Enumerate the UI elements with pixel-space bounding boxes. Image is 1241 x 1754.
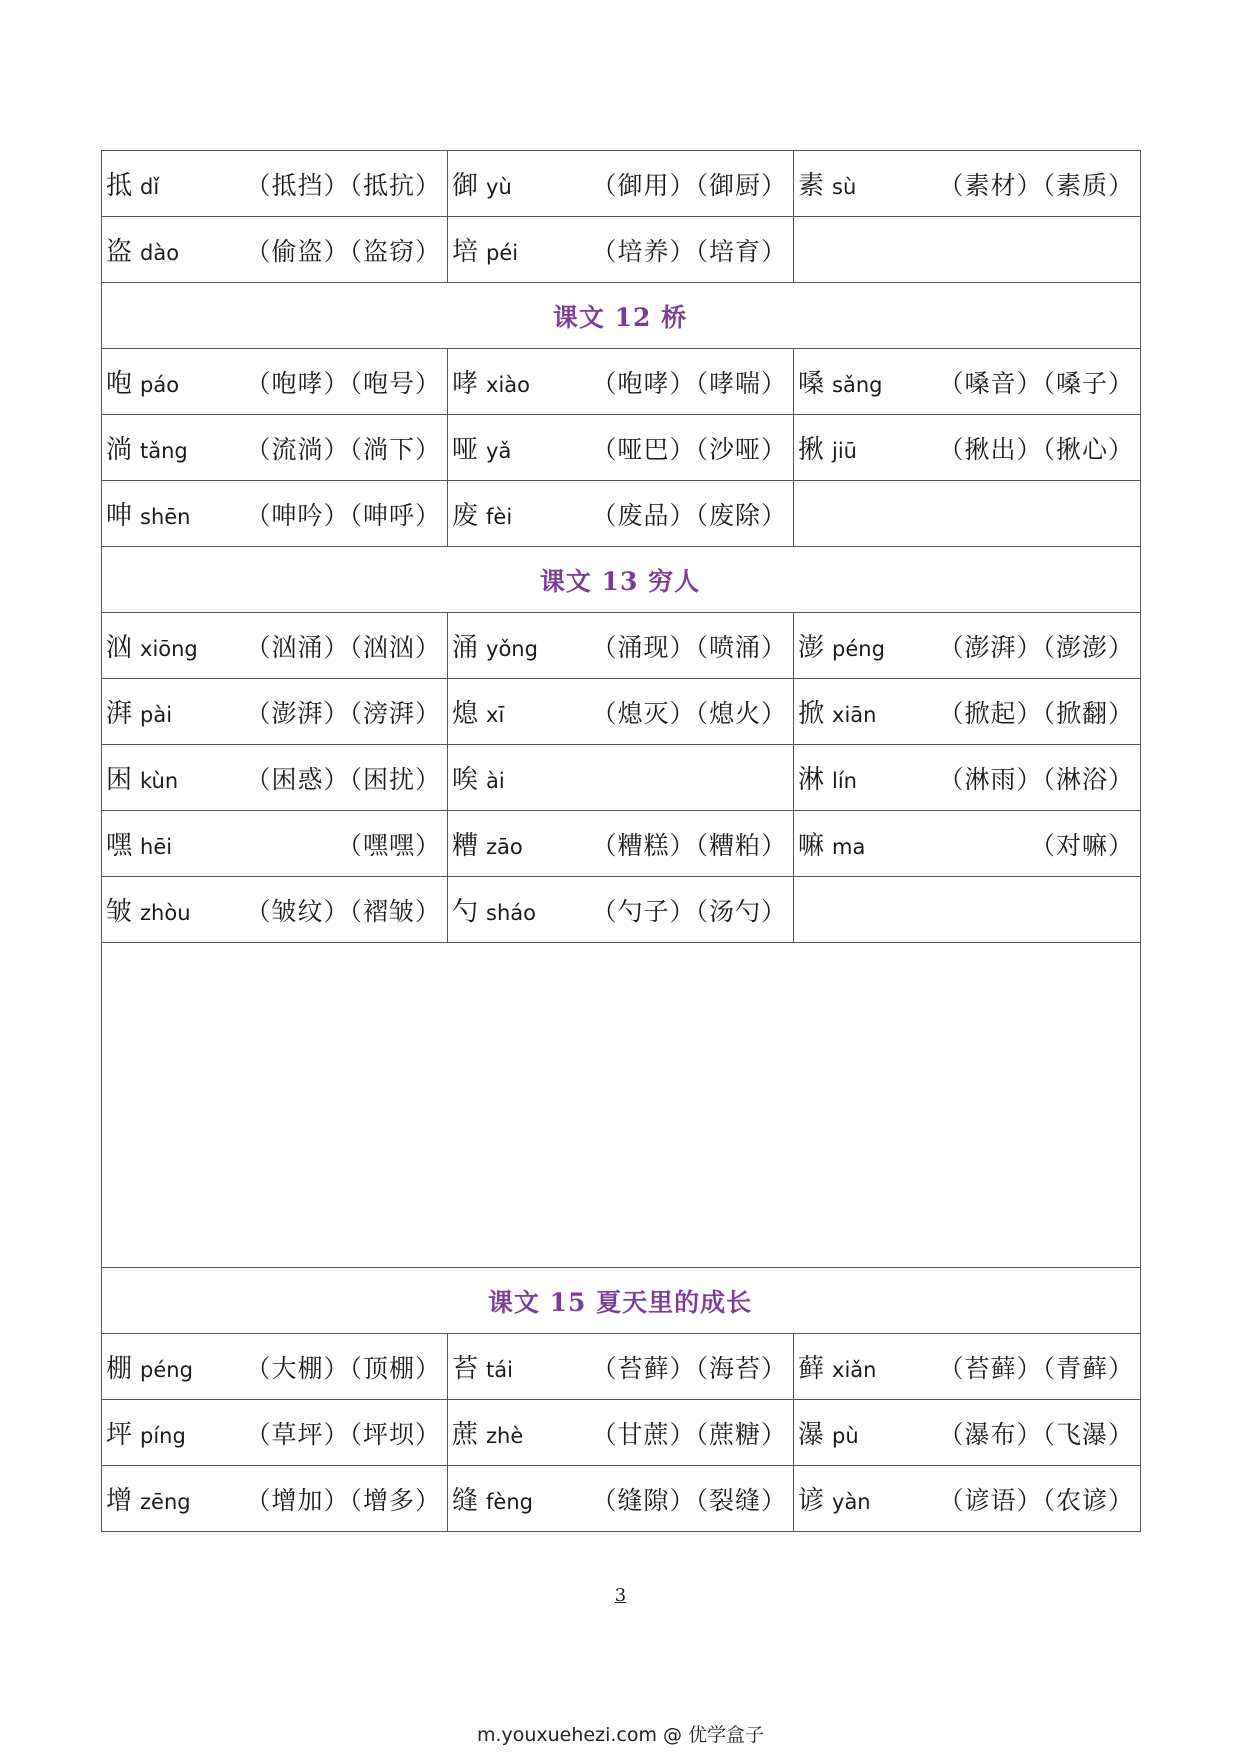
character-with-pinyin — [106, 363, 179, 400]
character-with-pinyin — [798, 429, 857, 466]
character-with-pinyin — [452, 891, 536, 928]
character-with-pinyin — [798, 759, 857, 796]
vocab-cell — [448, 349, 794, 415]
vocab-cell-content — [106, 349, 441, 414]
vocab-cell-content — [106, 613, 441, 678]
example-words: （御用）（御厨） — [591, 170, 787, 200]
table-row — [102, 1334, 1141, 1400]
pinyin: péng — [832, 636, 885, 661]
vocab-cell — [102, 679, 448, 745]
pinyin: dào — [140, 240, 180, 265]
character: 蔗 — [452, 1420, 479, 1450]
lesson-heading-row — [102, 1268, 1141, 1334]
vocab-cell — [102, 1400, 448, 1466]
vocab-cell-content — [106, 679, 441, 744]
table-row — [102, 415, 1141, 481]
character-with-pinyin — [452, 429, 511, 466]
example-words: （澎湃）（澎澎） — [938, 632, 1134, 662]
example-words: （揪出）（揪心） — [938, 434, 1134, 464]
vocab-cell-content — [106, 1466, 441, 1531]
vocab-cell — [794, 1334, 1141, 1400]
footer-site-credit: m.youxuehezi.com @ 优学盒子 — [476, 1724, 765, 1746]
vocab-cell — [448, 745, 794, 811]
character: 澎 — [798, 633, 825, 663]
pinyin: píng — [140, 1423, 186, 1448]
example-words: （抵挡）（抵抗） — [245, 170, 441, 200]
pinyin: tái — [486, 1357, 513, 1382]
character-with-pinyin — [798, 363, 882, 400]
example-words: （汹涌）（汹汹） — [245, 632, 441, 662]
vocab-cell — [448, 151, 794, 217]
character-with-pinyin — [798, 825, 865, 862]
character: 糟 — [452, 831, 479, 861]
character-with-pinyin — [106, 825, 172, 862]
character-with-pinyin — [452, 825, 523, 862]
character: 涌 — [452, 633, 479, 663]
example-words: （嗓音）（嗓子） — [938, 368, 1134, 398]
vocab-cell-content — [106, 877, 441, 942]
pinyin: dǐ — [140, 174, 160, 199]
example-words: （嘿嘿） — [336, 830, 441, 860]
vocab-cell — [794, 481, 1141, 547]
vocab-cell — [794, 613, 1141, 679]
character: 盗 — [106, 237, 133, 267]
vocab-cell — [102, 613, 448, 679]
character-with-pinyin — [106, 693, 172, 730]
pinyin: sù — [832, 174, 857, 199]
lesson-heading-row — [102, 547, 1141, 613]
pinyin: yù — [486, 174, 512, 199]
vocab-cell — [102, 1466, 448, 1532]
vocab-cell-content — [452, 415, 787, 480]
lesson-heading: 课文 13 穷人 — [102, 547, 1141, 613]
character: 揪 — [798, 435, 825, 465]
vocab-cell — [448, 1334, 794, 1400]
vocab-cell — [448, 877, 794, 943]
table-row — [102, 613, 1141, 679]
pinyin: lín — [832, 768, 857, 793]
character: 棚 — [106, 1354, 133, 1384]
example-words: （草坪）（坪坝） — [245, 1419, 441, 1449]
character: 呻 — [106, 501, 133, 531]
table-row — [102, 679, 1141, 745]
vocab-cell-content — [452, 745, 787, 810]
character: 抵 — [106, 171, 133, 201]
vocab-cell — [102, 811, 448, 877]
pinyin: páo — [140, 372, 180, 397]
table-row — [102, 1466, 1141, 1532]
character: 掀 — [798, 699, 825, 729]
example-words: （谚语）（农谚） — [938, 1485, 1134, 1515]
vocab-cell — [794, 217, 1141, 283]
pinyin: xī — [486, 702, 505, 727]
character: 湃 — [106, 699, 133, 729]
pinyin: ma — [832, 834, 866, 859]
vocab-cell-content — [452, 151, 787, 216]
character-with-pinyin — [106, 495, 191, 532]
character-with-pinyin — [106, 429, 188, 466]
character-with-pinyin — [798, 627, 885, 664]
character: 增 — [106, 1486, 133, 1516]
example-words: （涌现）（喷涌） — [591, 632, 787, 662]
character: 瀑 — [798, 1420, 825, 1450]
vocab-cell-content — [106, 811, 441, 876]
pinyin: xiān — [832, 702, 877, 727]
character-with-pinyin — [452, 759, 505, 796]
example-words: （瀑布）（飞瀑） — [938, 1419, 1134, 1449]
vocab-cell — [794, 877, 1141, 943]
vocab-cell — [448, 679, 794, 745]
vocab-cell-content — [106, 1400, 441, 1465]
character-with-pinyin — [452, 1480, 533, 1517]
vocabulary-table — [101, 150, 1141, 1532]
character: 谚 — [798, 1486, 825, 1516]
character: 废 — [452, 501, 479, 531]
character-with-pinyin — [106, 231, 179, 268]
example-words: （苔藓）（青藓） — [938, 1353, 1134, 1383]
character: 缝 — [452, 1486, 479, 1516]
pinyin: pài — [140, 702, 173, 727]
character: 嘛 — [798, 831, 825, 861]
character: 困 — [106, 765, 133, 795]
example-words: （困惑）（困扰） — [245, 764, 441, 794]
vocab-cell-content — [798, 745, 1134, 810]
vocab-cell — [102, 415, 448, 481]
vocab-cell — [448, 217, 794, 283]
vocab-cell-content — [798, 151, 1134, 216]
vocab-cell — [794, 811, 1141, 877]
character: 培 — [452, 237, 479, 267]
vocab-cell — [448, 613, 794, 679]
character: 熄 — [452, 699, 479, 729]
vocab-cell-content — [106, 481, 441, 546]
vocab-cell-content — [798, 1466, 1134, 1531]
vocab-cell-content — [452, 217, 787, 282]
vocab-cell-content — [106, 415, 441, 480]
vocab-cell — [102, 877, 448, 943]
example-words: （甘蔗）（蔗糖） — [591, 1419, 787, 1449]
pinyin: zāo — [486, 834, 523, 859]
vocab-cell-content — [798, 349, 1134, 414]
example-words: （缝隙）（裂缝） — [591, 1485, 787, 1515]
character-with-pinyin — [798, 1348, 876, 1385]
character-with-pinyin — [106, 1348, 193, 1385]
vocab-cell-content — [452, 1400, 787, 1465]
lesson-heading: 课文 15 夏天里的成长 — [102, 1268, 1141, 1334]
pinyin: zēng — [140, 1489, 191, 1514]
character: 唉 — [452, 765, 479, 795]
character-with-pinyin — [452, 363, 530, 400]
example-words: （澎湃）（滂湃） — [245, 698, 441, 728]
character: 素 — [798, 171, 825, 201]
pinyin: péng — [140, 1357, 193, 1382]
character: 咆 — [106, 369, 133, 399]
example-words: （偷盗）（盗窃） — [245, 236, 441, 266]
character: 皱 — [106, 897, 133, 927]
table-row — [102, 481, 1141, 547]
example-words: （苔藓）（海苔） — [591, 1353, 787, 1383]
pinyin: yǎ — [486, 438, 512, 463]
character-with-pinyin — [798, 1480, 871, 1517]
example-words: （培养）（培育） — [591, 236, 787, 266]
character: 嘿 — [106, 831, 133, 861]
vocab-cell-content — [798, 679, 1134, 744]
example-words: （皱纹）（褶皱） — [245, 896, 441, 926]
vocab-cell-content — [452, 1466, 787, 1531]
table-row — [102, 1400, 1141, 1466]
example-words: （熄灭）（熄火） — [591, 698, 787, 728]
vocab-cell-content — [452, 679, 787, 744]
vocab-cell — [794, 1400, 1141, 1466]
vocabulary-table-body — [102, 151, 1141, 1532]
vocab-cell — [448, 481, 794, 547]
vocab-cell — [448, 1466, 794, 1532]
pinyin: ài — [486, 768, 505, 793]
vocab-cell-content — [798, 1400, 1134, 1465]
example-words: （淋雨）（淋浴） — [938, 764, 1134, 794]
vocab-cell-content — [798, 811, 1134, 876]
vocab-cell-content — [798, 613, 1134, 678]
character-with-pinyin — [798, 693, 876, 730]
vocab-cell — [102, 745, 448, 811]
vocab-cell — [794, 349, 1141, 415]
character-with-pinyin — [106, 1480, 191, 1517]
character: 汹 — [106, 633, 133, 663]
vocab-cell-content — [798, 481, 1134, 546]
pinyin: yàn — [832, 1489, 871, 1514]
vocab-cell-content — [452, 481, 787, 546]
example-words: （呻吟）（呻呼） — [245, 500, 441, 530]
example-words: （大棚）（顶棚） — [245, 1353, 441, 1383]
vocab-cell-content — [798, 877, 1134, 942]
character-with-pinyin — [798, 1414, 859, 1451]
table-row — [102, 349, 1141, 415]
character-with-pinyin — [106, 1414, 186, 1451]
example-words: （素材）（素质） — [938, 170, 1134, 200]
example-words: （增加）（增多） — [245, 1485, 441, 1515]
character-with-pinyin — [452, 1414, 523, 1451]
vocab-cell — [794, 1466, 1141, 1532]
pinyin: xiōng — [140, 636, 198, 661]
example-words: （糟糕）（糟粕） — [591, 830, 787, 860]
vocab-cell — [102, 1334, 448, 1400]
pinyin: zhè — [486, 1423, 524, 1448]
vocab-cell-content — [452, 811, 787, 876]
pinyin: tǎng — [140, 438, 188, 463]
pinyin: xiǎn — [832, 1357, 877, 1382]
pinyin: sháo — [486, 900, 536, 925]
example-words: （哑巴）（沙哑） — [591, 434, 787, 464]
pinyin: péi — [486, 240, 519, 265]
vocab-cell — [448, 415, 794, 481]
table-row — [102, 151, 1141, 217]
vocab-cell-content — [452, 877, 787, 942]
page-number: 3 — [614, 1585, 627, 1606]
blank-row — [102, 943, 1141, 1268]
pinyin: yǒng — [486, 636, 538, 661]
character-with-pinyin — [106, 627, 198, 664]
pinyin: zhòu — [140, 900, 191, 925]
blank-area — [102, 943, 1141, 1268]
example-words: （掀起）（掀翻） — [938, 698, 1134, 728]
lesson-heading: 课文 12 桥 — [102, 283, 1141, 349]
pinyin: shēn — [140, 504, 191, 529]
vocab-cell-content — [798, 415, 1134, 480]
character-with-pinyin — [452, 627, 538, 664]
character-with-pinyin — [452, 693, 504, 730]
table-row — [102, 811, 1141, 877]
example-words: （咆哮）（咆号） — [245, 368, 441, 398]
character-with-pinyin — [106, 759, 178, 796]
character: 淌 — [106, 435, 133, 465]
example-words: （勺子）（汤勺） — [591, 896, 787, 926]
character: 坪 — [106, 1420, 133, 1450]
vocab-cell — [794, 745, 1141, 811]
pinyin: pù — [832, 1423, 859, 1448]
character: 哮 — [452, 369, 479, 399]
vocab-cell-content — [106, 1334, 441, 1399]
vocab-cell-content — [452, 1334, 787, 1399]
vocab-cell-content — [452, 349, 787, 414]
vocab-cell — [102, 217, 448, 283]
character-with-pinyin — [452, 495, 512, 532]
vocab-cell-content — [452, 613, 787, 678]
character-with-pinyin — [452, 165, 512, 202]
character: 御 — [452, 171, 479, 201]
example-words: （咆哮）（哮喘） — [591, 368, 787, 398]
example-words: （流淌）（淌下） — [245, 434, 441, 464]
example-words: （废品）（废除） — [591, 500, 787, 530]
vocab-cell-content — [798, 217, 1134, 282]
character-with-pinyin — [452, 1348, 513, 1385]
pinyin: jiū — [832, 438, 857, 463]
pinyin: kùn — [140, 768, 179, 793]
character: 淋 — [798, 765, 825, 795]
character-with-pinyin — [798, 165, 856, 202]
vocab-cell — [794, 415, 1141, 481]
character-with-pinyin — [106, 165, 159, 202]
vocab-cell — [102, 481, 448, 547]
table-row — [102, 877, 1141, 943]
vocab-cell-content — [106, 217, 441, 282]
vocab-cell — [794, 151, 1141, 217]
vocab-cell-content — [106, 151, 441, 216]
pinyin: fèng — [486, 1489, 533, 1514]
character: 藓 — [798, 1354, 825, 1384]
table-row — [102, 745, 1141, 811]
example-words: （对嘛） — [1029, 830, 1134, 860]
character: 勺 — [452, 897, 479, 927]
character: 苔 — [452, 1354, 479, 1384]
character: 嗓 — [798, 369, 825, 399]
vocab-cell — [448, 1400, 794, 1466]
pinyin: sǎng — [832, 372, 883, 397]
pinyin: fèi — [486, 504, 513, 529]
table-row — [102, 217, 1141, 283]
vocab-cell-content — [106, 745, 441, 810]
pinyin: xiào — [486, 372, 530, 397]
vocab-cell-content — [798, 1334, 1134, 1399]
character: 哑 — [452, 435, 479, 465]
vocab-cell — [102, 151, 448, 217]
vocab-cell — [794, 679, 1141, 745]
character-with-pinyin — [106, 891, 191, 928]
pinyin: hēi — [140, 834, 173, 859]
vocab-cell — [448, 811, 794, 877]
vocab-cell — [102, 349, 448, 415]
lesson-heading-row — [102, 283, 1141, 349]
character-with-pinyin — [452, 231, 518, 268]
